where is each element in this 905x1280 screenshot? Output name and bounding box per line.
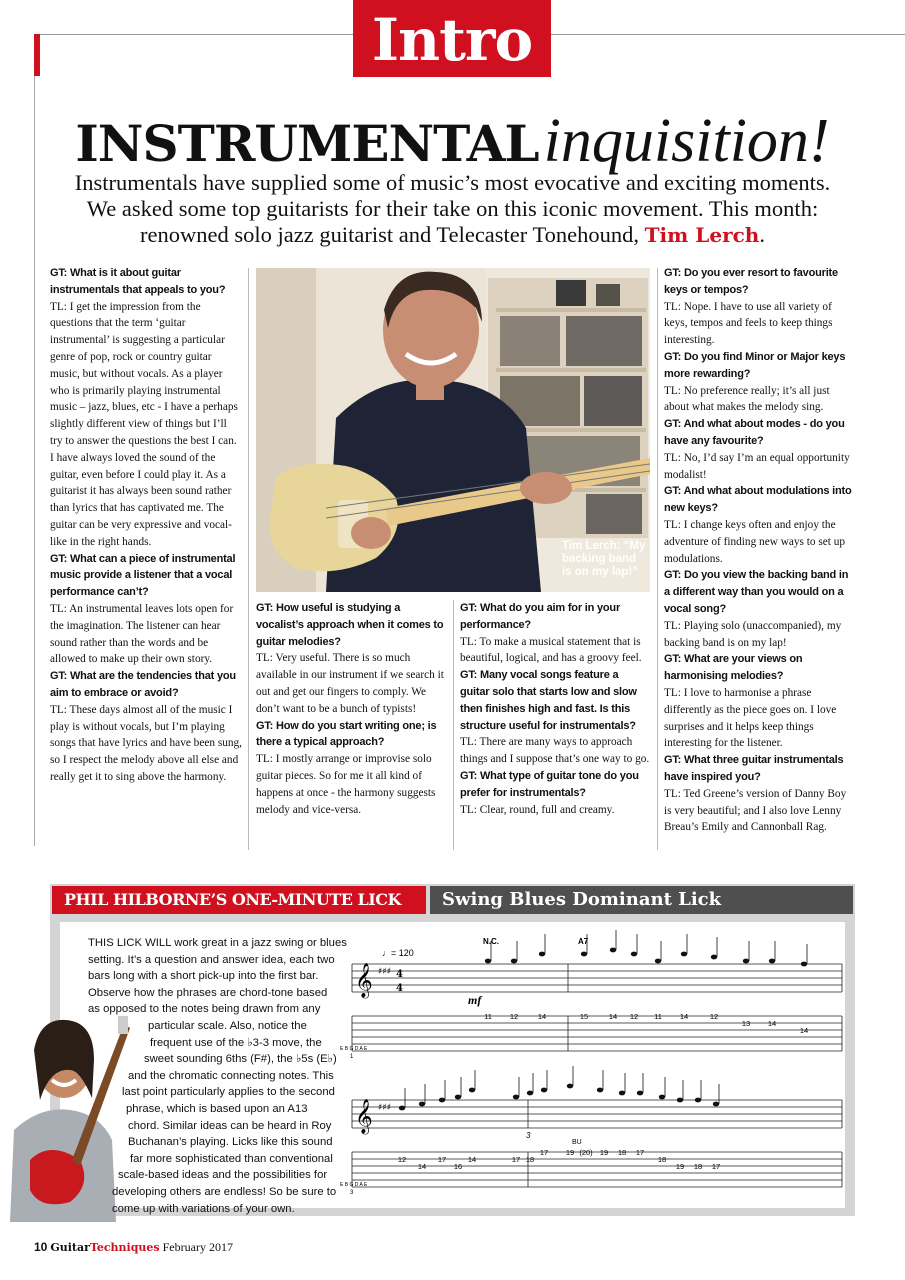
lick-text-line: developing others are endless! So be sure to (112, 1185, 337, 1198)
qa-block (664, 416, 856, 483)
lick-text-line: and the chromatic connecting notes. This (128, 1069, 334, 1082)
qa-block (460, 667, 650, 768)
notes-system-2 (399, 1066, 719, 1110)
lick-panel-title: PHIL HILBORNE’S ONE-MINUTE LICK (52, 886, 426, 914)
answer: TL: I get the impression from the questions that the term ‘guitar instrumental’ is suggesting a particular genre of pop, rock or country guitar music, but without vocals. As a player who is primarily playing instrumental music – jazz, blues, etc - I have a perhaps slightly different view of things but I’ll try to answer the questions the best I can. I have always loved the sound of the guitar, even before I could play it. As a guitarist it has always been sound rather than lyrics that has captivated me. The guitar can be very expressive and vocal-like in the right hands. (50, 300, 238, 548)
note-head (539, 952, 545, 957)
standfirst (40, 170, 865, 248)
note-head (659, 1095, 665, 1100)
answer: TL: No preference really; it’s all just about what makes the melody sing. (664, 384, 830, 414)
note-head (695, 1098, 701, 1103)
tab-string-names: E B G D A E (340, 1046, 368, 1052)
question: GT: What three guitar instrumentals have inspired you? (664, 754, 844, 783)
lick-text-line: bars long with a short pick-up into the first bar. (88, 970, 319, 983)
lick-description (88, 935, 347, 1217)
headline-part-2: inquisition! (543, 107, 830, 175)
magazine-brand-a: Guitar (50, 1241, 90, 1254)
page-number: 10 (34, 1240, 48, 1254)
time-sig-top: 4 (396, 969, 403, 980)
interviewee-name: Tim Lerch (644, 223, 760, 247)
note-head (399, 1106, 405, 1111)
note-head (769, 959, 775, 964)
key-signature: ♯♯♯ (378, 967, 392, 977)
answer: TL: Ted Greene’s version of Danny Boy is very beautiful; and I also love Lenny Breau’s Emily and Cannonball Rag. (664, 787, 847, 834)
question: GT: What are the tendencies that you aim to embrace or avoid? (50, 670, 236, 699)
lick-text-line: Buchanan’s playing. Licks like this sound (128, 1136, 333, 1149)
page-footer (34, 1240, 233, 1255)
notation-system-1 (340, 930, 842, 1060)
lick-text-line: as opposed to the notes being drawn from any (88, 1003, 321, 1016)
answer: TL: These days almost all of the music I play is without vocals, but I’m playing songs that have lyrics and have been sung, so I respect the melody above all else and really get it to sing above the harmony. (50, 703, 242, 783)
magazine-brand-b: Techniques (89, 1241, 160, 1254)
note-head (567, 1084, 573, 1089)
column-divider (248, 268, 249, 850)
note-head (711, 955, 717, 960)
lick-text-line: scale-based ideas and the possibilities for (118, 1169, 328, 1182)
triplet-mark: 3 (526, 1131, 531, 1140)
tab-number: 18 (617, 1148, 627, 1157)
left-rule (34, 76, 35, 846)
tempo-mark: ♩= 120 (382, 948, 414, 958)
tab-number: 14 (608, 1012, 618, 1021)
standfirst-line-2: We asked some top guitarists for their take on this iconic movement. This month: (86, 196, 819, 221)
answer: TL: Nope. I have to use all variety of keys, tempos and feels to keep things interesting. (664, 300, 833, 347)
note-head (619, 1091, 625, 1096)
headline (0, 106, 905, 177)
note-head (743, 959, 749, 964)
answer: TL: To make a musical statement that is beautiful, logical, and has a groovy feel. (460, 635, 642, 665)
qa-block (664, 567, 856, 651)
qa-block (460, 600, 650, 667)
lick-text-line: come up with variations of your own. (112, 1202, 295, 1215)
tab-number: 17 (539, 1148, 549, 1157)
chord-symbol-a7: A7 (578, 937, 589, 946)
note-head (541, 1088, 547, 1093)
lick-text-line: setting. It’s a question and answer idea, each two (88, 953, 335, 966)
bar-number: 1 (350, 1054, 354, 1060)
tab-number: 14 (417, 1162, 427, 1171)
question: GT: Do you ever resort to favourite keys or tempos? (664, 267, 838, 296)
lick-name: Swing Blues Dominant Lick (430, 886, 853, 914)
answer: TL: I change keys often and enjoy the adventure of finding new ways to set up modulations. (664, 518, 846, 565)
tab-number: 19 (675, 1162, 685, 1171)
tab-number: 12 (629, 1012, 639, 1021)
tab-number: 19 (565, 1148, 575, 1157)
interview-column-2 (256, 600, 446, 818)
note-head (637, 1091, 643, 1096)
column-divider (657, 268, 658, 850)
note-head (713, 1102, 719, 1107)
tab-number: 14 (767, 1019, 777, 1028)
lick-text-line: far more sophisticated than conventional (130, 1152, 333, 1165)
qa-block (256, 718, 446, 819)
treble-clef: 𝄞 (355, 963, 373, 998)
notation-system-2 (340, 1066, 842, 1196)
bend-label: BU (572, 1139, 582, 1146)
tab-number: (20) (579, 1148, 593, 1157)
tab-number: 17 (711, 1162, 721, 1171)
answer: TL: Playing solo (unaccompanied), my backing band is on my lap! (664, 619, 842, 649)
note-head (801, 962, 807, 967)
answer: TL: Clear, round, full and creamy. (460, 803, 615, 816)
photo-caption: Tim Lerch: “My backing band is on my lap!” (562, 540, 646, 578)
qa-block (664, 651, 856, 752)
note-head (681, 952, 687, 957)
dynamic-mark: mf (468, 993, 482, 1007)
lick-text-line: THIS LICK WILL work great in a jazz swing or blues (88, 937, 347, 949)
note-head (655, 959, 661, 964)
lick-text-line: particular scale. Also, notice the (148, 1019, 307, 1032)
notes-system-1 (485, 930, 807, 966)
answer: TL: No, I’d say I’m an equal opportunity modalist! (664, 451, 850, 481)
tab-number: 17 (511, 1155, 521, 1164)
question: GT: What can a piece of instrumental music provide a listener that a vocal performance can’t? (50, 552, 236, 599)
tab-number: 11 (484, 1012, 492, 1021)
question: GT: How useful is studying a vocalist’s approach when it comes to guitar melodies? (256, 602, 444, 648)
interview-column-1 (50, 265, 242, 786)
tab-number: 18 (693, 1162, 703, 1171)
note-head (677, 1098, 683, 1103)
qa-block (50, 551, 242, 669)
time-sig-bottom: 4 (396, 983, 403, 994)
section-marker (34, 34, 40, 76)
tab-number: 17 (635, 1148, 645, 1157)
answer: TL: I mostly arrange or improvise solo guitar pieces. So for me it all kind of happens at once - the harmony suggests melody and vice-versa. (256, 753, 436, 816)
question: GT: What are your views on harmonising melodies? (664, 653, 803, 683)
tab-number: 14 (537, 1012, 547, 1021)
headline-part-1: INSTRUMENTAL (75, 114, 539, 173)
treble-clef: 𝄞 (355, 1099, 373, 1134)
tab-number: 18 (525, 1155, 535, 1164)
tab-numbers-system-2 (398, 1148, 720, 1171)
tab-number: 14 (799, 1026, 809, 1035)
qa-block (460, 768, 650, 818)
tab-numbers-system-1 (484, 1012, 808, 1035)
question: GT: Do you find Minor or Major keys more rewarding? (664, 350, 846, 380)
tab-number: 12 (509, 1012, 519, 1021)
note-head (419, 1102, 425, 1107)
note-head (485, 959, 491, 964)
qa-block (256, 600, 446, 718)
tab-number: 12 (397, 1155, 407, 1164)
lick-notation (338, 930, 848, 1202)
tab-number: 12 (709, 1012, 719, 1021)
tab-number: 19 (599, 1148, 609, 1157)
bar-number: 3 (350, 1190, 354, 1196)
qa-block (664, 483, 856, 567)
column-divider (453, 600, 454, 850)
tab-number: 14 (467, 1155, 477, 1164)
key-signature: ♯♯♯ (378, 1103, 392, 1113)
answer: TL: Very useful. There is so much available in our instrument if we search it out and get our fingers to comply. We don’t want to be a bunch of typists! (256, 652, 444, 715)
qa-block (50, 668, 242, 786)
note-head (581, 952, 587, 957)
question: GT: And what about modes - do you have any favourite? (664, 418, 845, 447)
note-head (455, 1095, 461, 1100)
chord-symbol-nc: N.C. (483, 937, 499, 946)
standfirst-line-3-text: renowned solo jazz guitarist and Telecaster Tonehound, (140, 222, 640, 247)
tab-number: 18 (657, 1155, 667, 1164)
interview-column-3 (460, 600, 650, 818)
note-head (527, 1091, 533, 1096)
tab-number: 11 (654, 1012, 662, 1021)
lick-text-line: chord. Similar ideas can be heard in Roy (128, 1119, 332, 1132)
question: GT: What do you aim for in your performance? (460, 602, 621, 631)
note-head (610, 948, 616, 953)
qa-block (664, 265, 856, 349)
standfirst-line-1: Instrumentals have supplied some of music’s most evocative and exciting moments. (74, 170, 831, 195)
note-head (513, 1095, 519, 1100)
qa-block (664, 752, 856, 836)
tab-number: 17 (437, 1155, 447, 1164)
note-head (439, 1098, 445, 1103)
note-head (631, 952, 637, 957)
question: GT: Many vocal songs feature a guitar solo that starts low and slow then finishes high and fast. Is this structure useful for instrumentals? (460, 669, 637, 732)
standfirst-line-3 (40, 222, 865, 248)
question: GT: And what about modulations into new keys? (664, 485, 852, 515)
answer: TL: I love to harmonise a phrase differently as the piece goes on. I love surprises and it helps keep things interesting for the listener. (664, 686, 837, 750)
question: GT: How do you start writing one; is there a typical approach? (256, 719, 437, 749)
note-head (597, 1088, 603, 1093)
lick-text-line: frequent use of the ♭3-3 move, the (150, 1036, 322, 1049)
tab-number: 16 (453, 1162, 463, 1171)
lick-text-line: last point particularly applies to the second (122, 1086, 335, 1099)
note-head (469, 1088, 475, 1093)
note-head (511, 959, 517, 964)
section-tab: Intro (353, 0, 551, 77)
answer: TL: An instrumental leaves lots open for the imagination. The listener can hear sound rather than the words and be allowed to make up their own story. (50, 602, 234, 666)
question: GT: What is it about guitar instrumentals that appeals to you? (50, 267, 226, 296)
qa-block (50, 265, 242, 551)
question: GT: What type of guitar tone do you prefer for instrumentals? (460, 769, 639, 799)
interview-column-4 (664, 265, 856, 836)
tab-number: 14 (679, 1012, 689, 1021)
issue-date: February 2017 (162, 1240, 233, 1254)
standfirst-end: . (759, 222, 765, 247)
question: GT: Do you view the backing band in a different way than you would on a vocal song? (664, 569, 849, 615)
lick-text-line: Observe how the phrases are chord-tone based (88, 986, 328, 999)
tab-string-names: E B G D A E (340, 1182, 368, 1188)
qa-block (664, 349, 856, 416)
lick-text-line: phrase, which is based upon an A13 (126, 1102, 308, 1115)
tab-number: 15 (579, 1012, 589, 1021)
guitarist-photo (256, 268, 650, 592)
answer: TL: There are many ways to approach things and I suppose that’s one way to go. (460, 736, 650, 766)
tab-number: 13 (741, 1019, 751, 1028)
lick-text-line: sweet sounding 6ths (F#), the ♭5s (E♭) (144, 1053, 337, 1066)
